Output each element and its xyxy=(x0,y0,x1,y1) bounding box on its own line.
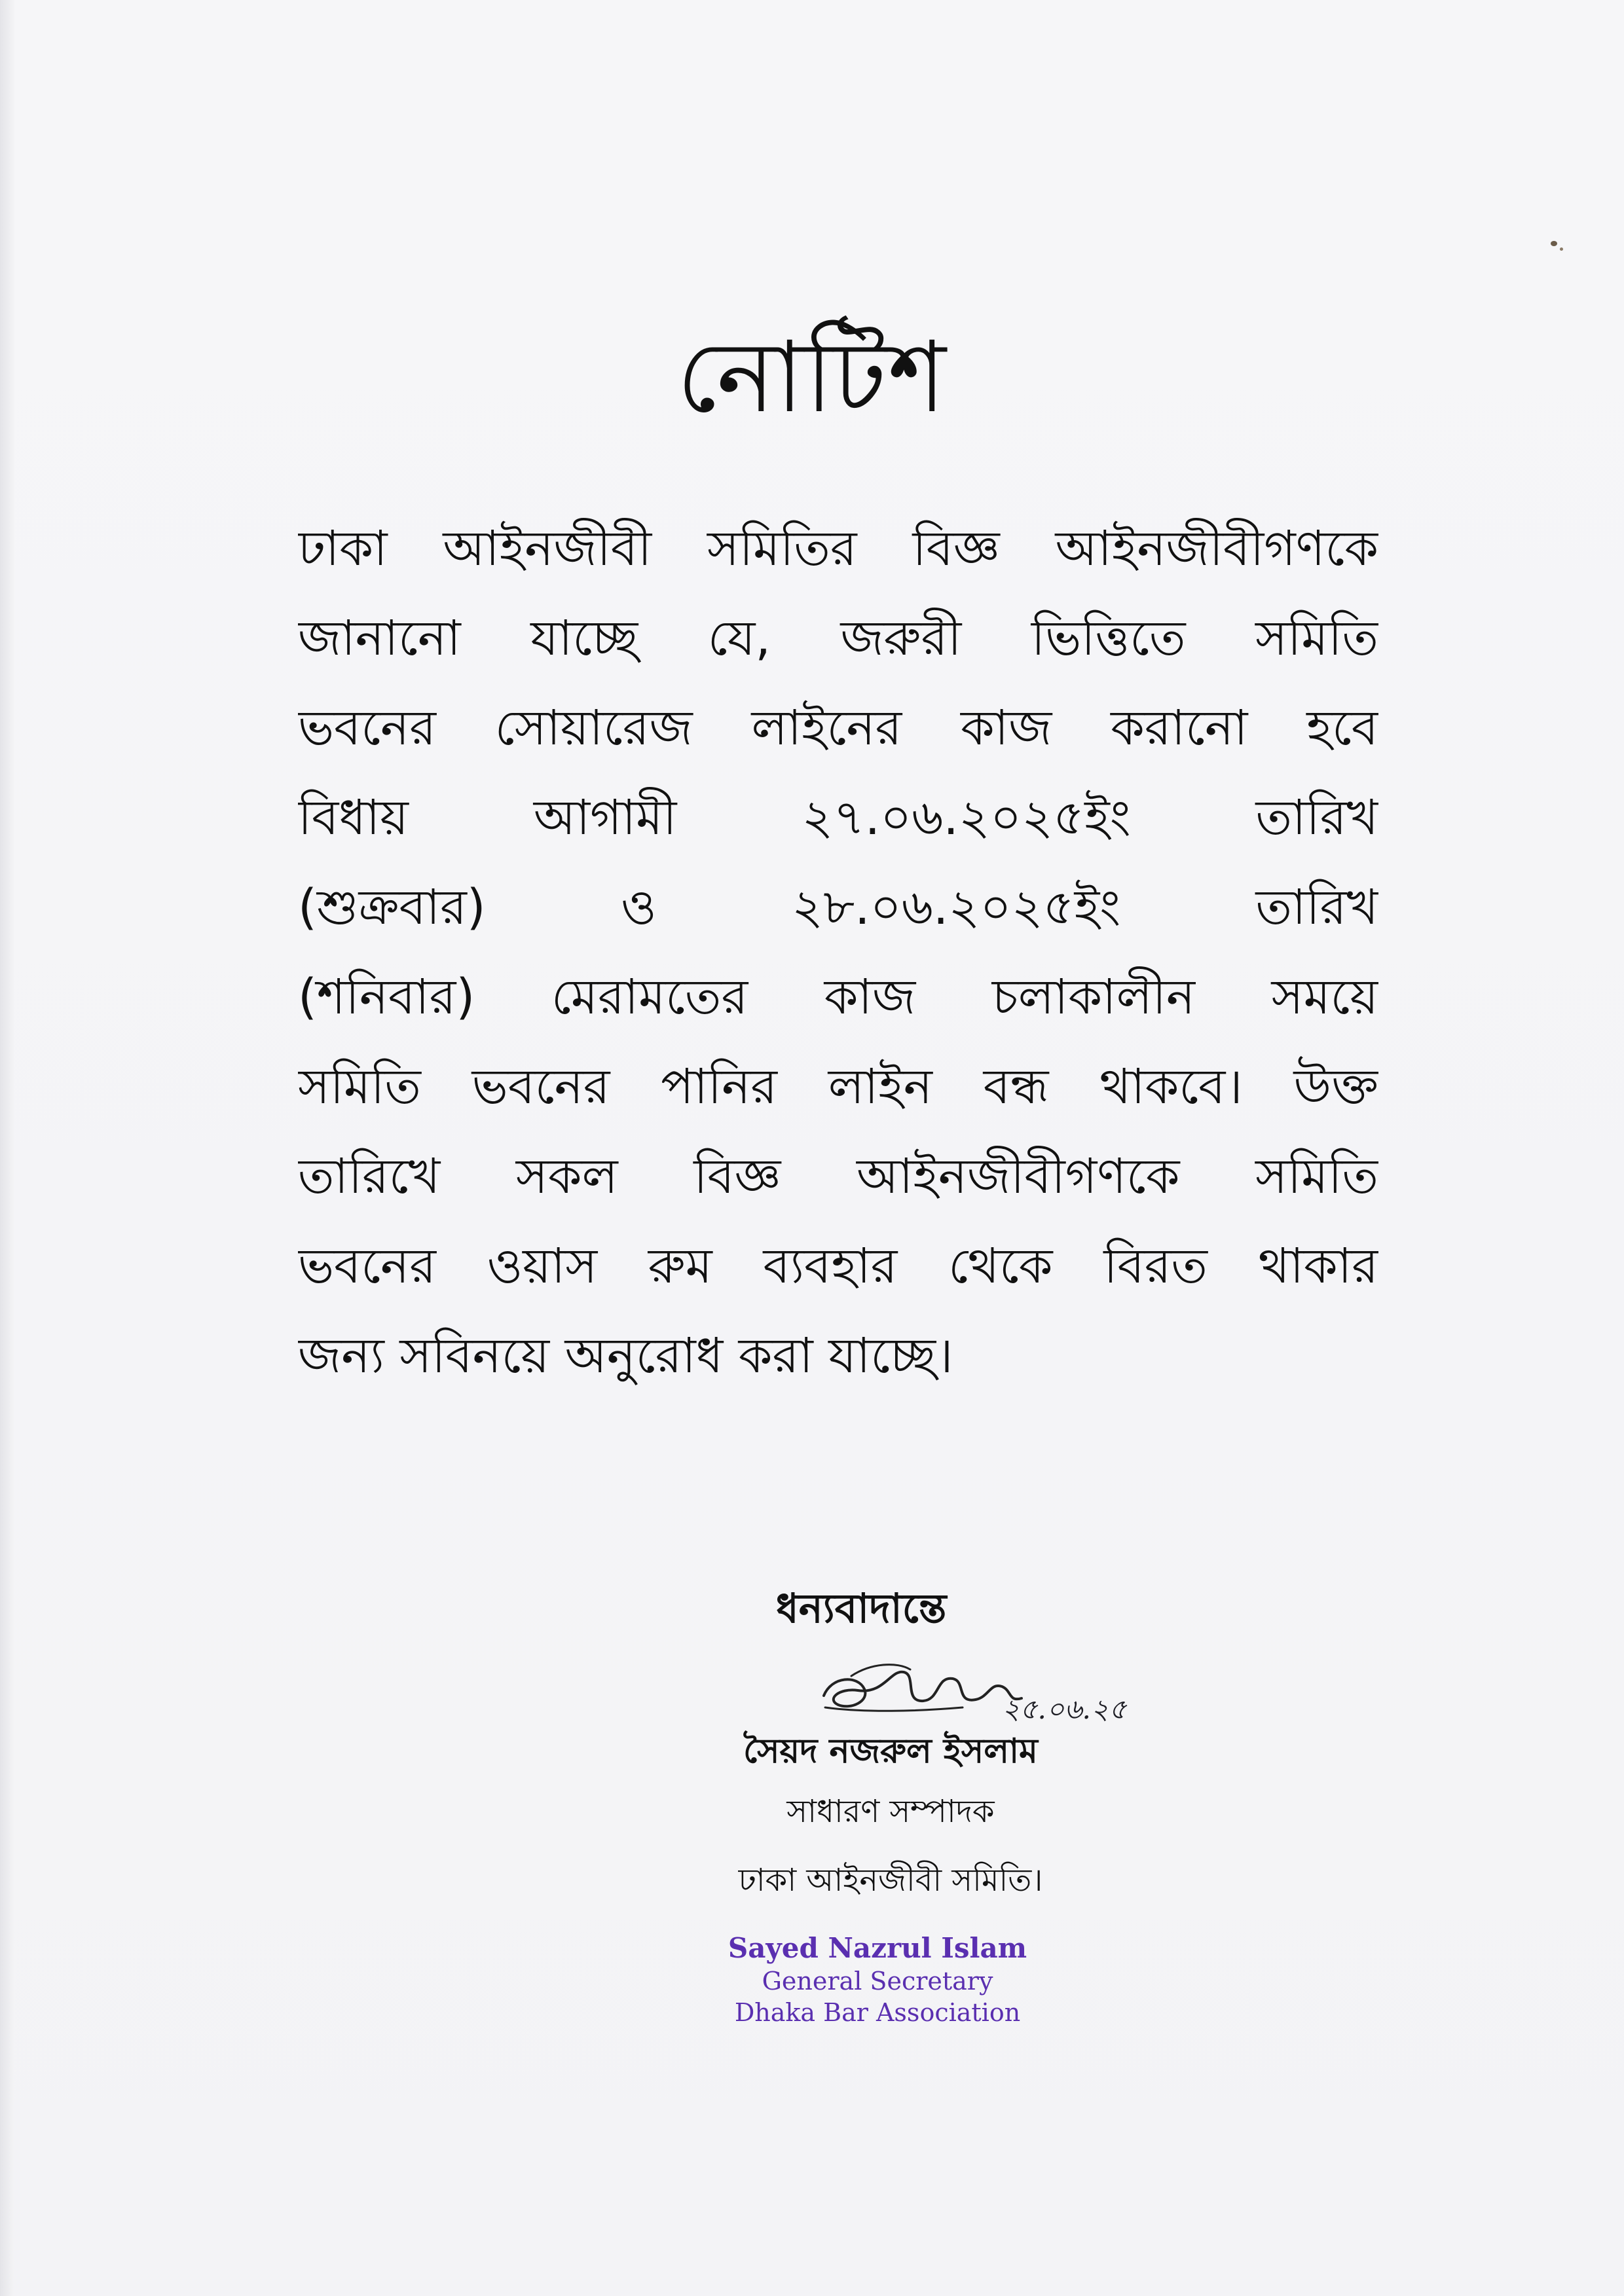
body-line: তারিখে সকল বিজ্ঞ আইনজীবীগণকে সমিতি xyxy=(298,1148,1378,1205)
official-seal xyxy=(701,1931,1054,2028)
signature-date: ২৫.০৬.২৫ xyxy=(1002,1693,1127,1725)
seal-name: Sayed Nazrul Islam xyxy=(728,1932,1027,1964)
body-line: (শনিবার) মেরামতের কাজ চলাকালীন সময়ে xyxy=(298,969,1378,1025)
body-line: বিধায় আগামী ২৭.০৬.২০২৫ইং তারিখ xyxy=(298,790,1378,846)
notice-body xyxy=(298,504,1378,1401)
handwritten-signature xyxy=(812,1650,1035,1728)
signatory-title: সাধারণ সম্পাদক xyxy=(786,1793,995,1830)
seal-organization: Dhaka Bar Association xyxy=(734,1998,1021,2027)
body-line: ঢাকা আইনজীবী সমিতির বিজ্ঞ আইনজীবীগণকে xyxy=(298,520,1378,577)
paper-speck xyxy=(1560,247,1563,251)
seal-title: General Secretary xyxy=(762,1967,993,1995)
signatory-organization: ঢাকা আইনজীবী সমিতি। xyxy=(738,1862,1043,1899)
body-line: জানানো যাচ্ছে যে, জরুরী ভিত্তিতে সমিতি xyxy=(298,610,1378,666)
notice-title: নোটিশ xyxy=(676,321,948,435)
body-line: ভবনের ওয়াস রুম ব্যবহার থেকে বিরত থাকার xyxy=(298,1238,1378,1294)
paper-speck xyxy=(1551,241,1557,246)
body-line: জন্য সবিনয়ে অনুরোধ করা যাচ্ছে। xyxy=(298,1328,953,1384)
body-line: সমিতি ভবনের পানির লাইন বন্ধ থাকবে। উক্ত xyxy=(298,1059,1378,1115)
body-line: ভবনের সোয়ারেজ লাইনের কাজ করানো হবে xyxy=(298,700,1378,756)
signatory-name: সৈয়দ নজরুল ইসলাম xyxy=(743,1732,1038,1771)
body-line: (শুক্রবার) ও ২৮.০৬.২০২৫ইং তারিখ xyxy=(298,879,1378,936)
signatory-block xyxy=(694,1725,1087,1915)
closing-text: ধন্যবাদান্তে xyxy=(776,1584,947,1632)
